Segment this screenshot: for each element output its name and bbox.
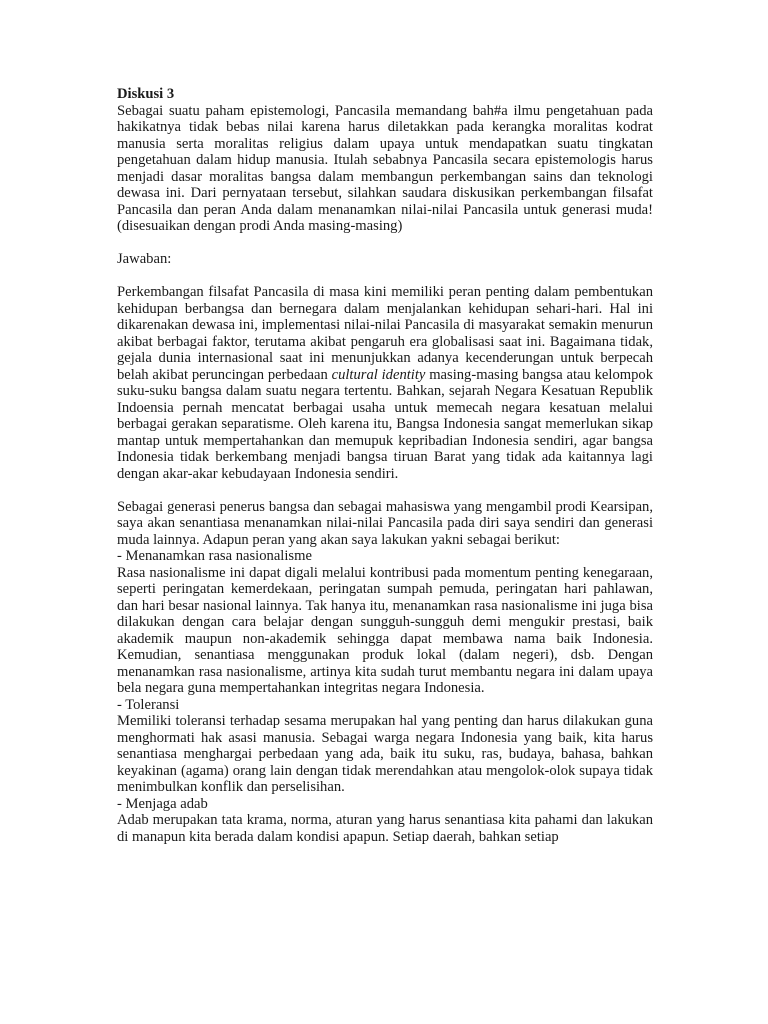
answer-p1-italic-term: cultural identity xyxy=(331,366,426,383)
answer-p1-text-continued: masing-masing bangsa atau kelompok suku-suku bangsa dalam suatu negara tertentu. Bahkan, sejarah Negara Kesatuan Republik Indoensia pernah mencatat berbagai usaha untuk memecah negara kesatuan melalui berbagai gerakan separatisme. Oleh karena itu, Bangsa Indonesia sangat memerlukan sikap mantap untuk mempertahankan dan memupuk kepribadian Indonesia sendiri, agar bangsa Indonesia tidak berkembang menjadi bangsa tiruan Barat yang tidak ada kaitannya lagi dengan akar-akar kebudayaan Indonesia sendiri. xyxy=(117,366,653,482)
document-page xyxy=(117,86,653,845)
spacer xyxy=(117,268,653,285)
answer-paragraph-2: Sebagai generasi penerus bangsa dan sebagai mahasiswa yang mengambil prodi Kearsipan, saya akan senantiasa menanamkan nilai-nilai Pancasila pada diri saya sendiri dan generasi muda lainnya. Adapun peran yang akan saya lakukan yakni sebagai berikut: xyxy=(117,498,653,548)
answer-p1-text: Perkembangan filsafat Pancasila di masa kini memiliki peran penting dalam pembentukan kehidupan berbangsa dan bernegara dalam menjalankan kehidupan sehari-hari. Hal ini dikarenakan dewasa ini, implementasi nilai-nilai Pancasila di masyarakat semakin menurun akibat berbagai faktor, terutama akibat pengaruh era globalisasi saat ini. Bagaimana tidak, gejala dunia internasional saat ini menunjukkan adanya kecenderungan untuk berpecah belah akibat peruncingan perbedaan xyxy=(117,284,653,383)
list-item-heading: - Menanamkan rasa nasionalisme xyxy=(117,548,312,564)
answer-label: Jawaban: xyxy=(117,251,172,267)
question-paragraph: Sebagai suatu paham epistemologi, Pancasila memandang bah#a ilmu pengetahuan pada hakikatnya tidak bebas nilai karena harus diletakkan pada kerangka moralitas kodrat manusia serta moralitas religius dalam upaya untuk mendapatkan suatu tingkatan pengetahuan dalam hidup manusia. Itulah sebabnya Pancasila secara epistemologis harus menjadi dasar moralitas bangsa dalam membangun perkembangan sains dan teknologi dewasa ini. Dari pernyataan tersebut, silahkan saudara diskusikan perkembangan filsafat Pancasila dan peran Anda dalam menanamkan nilai-nilai Pancasila untuk generasi muda! (disesuaikan dengan prodi Anda masing-masing) xyxy=(117,102,653,234)
document-title: Diskusi 3 xyxy=(117,86,175,102)
list-item-body: Rasa nasionalisme ini dapat digali melalui kontribusi pada momentum penting kenegaraan, seperti peringatan kemerdekaan, peringatan sumpah pemuda, peringatan hari pahlawan, dan hari besar nasional lainnya. Tak hanya itu, menanamkan rasa nasionalisme ini juga bisa dilakukan dengan cara belajar dengan sungguh-sungguh demi mengukir prestasi, baik akademik maupun non-akademik sehingga dapat membawa nama baik Indonesia. Kemudian, senantiasa menggunakan produk lokal (dalam negeri), dsb. Dengan menanamkan rasa nasionalisme, artinya kita sudah turut membantu negara ini dalam upaya bela negara guna mempertahankan integritas negara Indonesia. xyxy=(117,564,653,696)
spacer xyxy=(117,235,653,252)
list-item-body: Adab merupakan tata krama, norma, aturan yang harus senantiasa kita pahami dan lakukan di manapun kita berada dalam kondisi apapun. Setiap daerah, bahkan setiap xyxy=(117,812,653,845)
list-item-heading: - Menjaga adab xyxy=(117,795,208,812)
list-item-heading: - Toleransi xyxy=(117,696,180,713)
spacer xyxy=(117,482,653,499)
answer-paragraph-1 xyxy=(117,284,653,482)
list-item-body: Memiliki toleransi terhadap sesama merupakan hal yang penting dan harus dilakukan guna menghormati hak asasi manusia. Sebagai warga negara Indonesia yang baik, kita harus senantiasa menghargai perbedaan yang ada, baik itu suku, ras, budaya, bahasa, bahkan keyakinan (agama) orang lain dengan tidak merendahkan atau mengolok-olok supaya tidak menimbulkan konflik dan perselisihan. xyxy=(117,713,653,795)
